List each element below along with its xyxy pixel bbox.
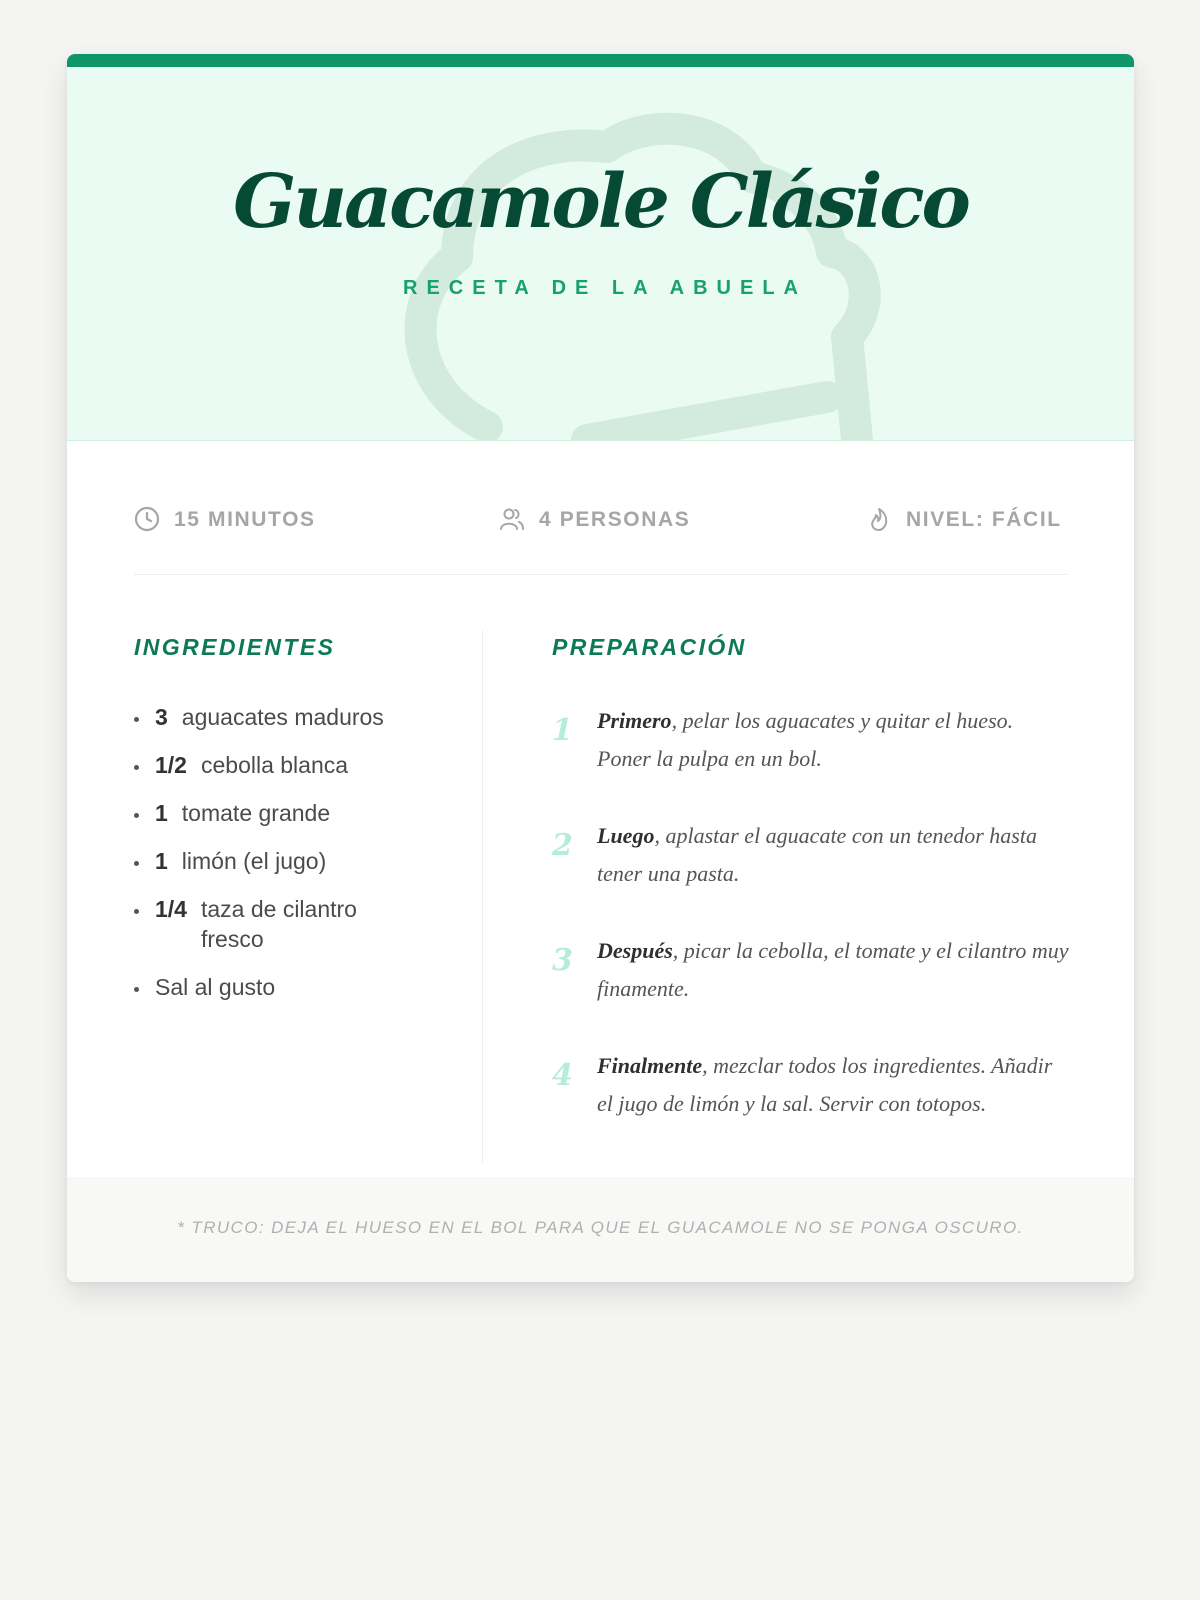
list-item: 1/4 taza de cilantro fresco bbox=[134, 894, 424, 954]
step-number: 4 bbox=[552, 1058, 573, 1093]
recipe-meta bbox=[134, 440, 1067, 575]
step-number: 2 bbox=[552, 828, 573, 863]
step-item bbox=[552, 932, 1072, 1008]
recipe-card bbox=[67, 54, 1134, 1282]
step-text: Primero, pelar los aguacates y quitar el hueso. Poner la pulpa en un bol. bbox=[597, 708, 1014, 771]
flame-icon bbox=[866, 506, 892, 532]
recipe-header bbox=[67, 67, 1134, 441]
clock-icon bbox=[134, 506, 160, 532]
preparation-heading: PREPARACIÓN bbox=[552, 634, 747, 660]
step-text: Luego, aplastar el aguacate con un tenedor hasta tener una pasta. bbox=[597, 823, 1037, 886]
ingredients-list bbox=[134, 702, 424, 1020]
step-item bbox=[552, 817, 1072, 893]
recipe-subtitle: RECETA DE LA ABUELA bbox=[403, 277, 807, 299]
accent-bar bbox=[67, 54, 1134, 67]
step-text: Después, picar la cebolla, el tomate y el cilantro muy finamente. bbox=[597, 938, 1069, 1001]
step-text: Finalmente, mezclar todos los ingredientes. Añadir el jugo de limón y la sal. Servir con totopos. bbox=[597, 1053, 1053, 1116]
list-item: 1 tomate grande bbox=[134, 798, 424, 828]
step-item bbox=[552, 1047, 1072, 1123]
meta-servings-label: 4 PERSONAS bbox=[539, 507, 691, 531]
list-item: 1/2 cebolla blanca bbox=[134, 750, 424, 780]
recipe-footer bbox=[67, 1177, 1134, 1282]
list-item: 3 aguacates maduros bbox=[134, 702, 424, 732]
step-number: 1 bbox=[552, 713, 573, 748]
ingredients-heading: INGREDIENTES bbox=[134, 634, 336, 660]
preparation-steps bbox=[552, 702, 1072, 1162]
recipe-title: Guacamole Clásico bbox=[233, 159, 968, 245]
list-item: Sal al gusto bbox=[134, 972, 424, 1002]
step-item bbox=[552, 702, 1072, 778]
list-item: 1 limón (el jugo) bbox=[134, 846, 424, 876]
meta-difficulty bbox=[866, 506, 1062, 532]
tip-text: * TRUCO: DEJA EL HUESO EN EL BOL PARA QUE EL GUACAMOLE NO SE PONGA OSCURO. bbox=[177, 1218, 1024, 1237]
users-icon bbox=[499, 506, 525, 532]
chef-hat-icon bbox=[67, 67, 1134, 440]
meta-servings bbox=[499, 506, 690, 532]
meta-time bbox=[134, 506, 316, 532]
meta-difficulty-label: NIVEL: FÁCIL bbox=[906, 507, 1062, 531]
meta-time-label: 15 MINUTOS bbox=[174, 507, 316, 531]
step-number: 3 bbox=[552, 943, 573, 978]
column-divider bbox=[482, 630, 483, 1163]
